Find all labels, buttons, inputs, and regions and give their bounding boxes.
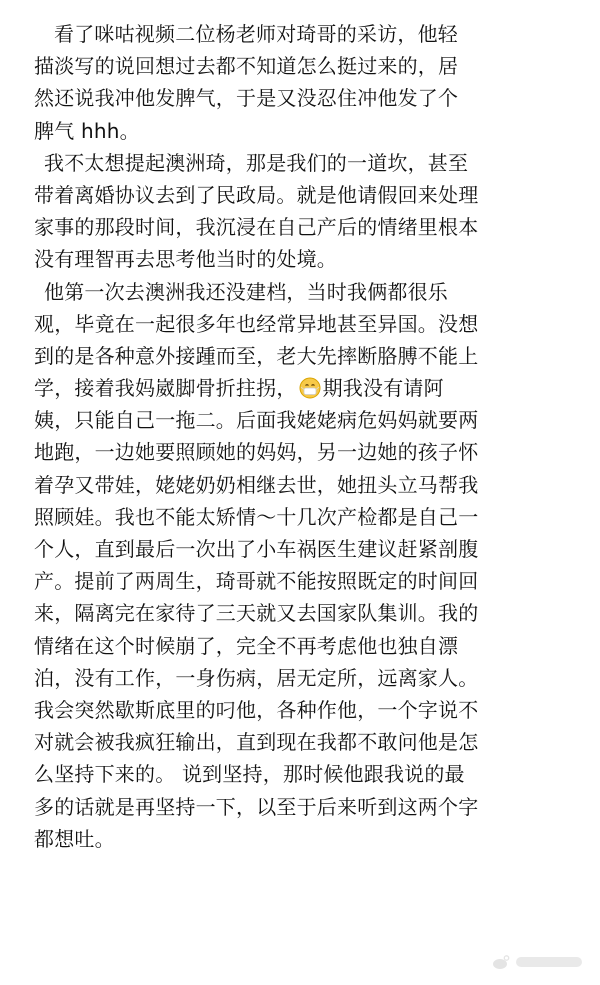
text-line: 他第一次去澳洲我还没建档，当时我俩都很乐 xyxy=(44,279,448,304)
text-line: 描淡写的说回想过去都不知道怎么挺过来的，居 xyxy=(34,54,459,79)
text-line: 脾气 hhh。 xyxy=(34,118,140,143)
weibo-logo-icon xyxy=(492,954,510,970)
text-line: 地跑，一边她要照顾她的妈妈，另一边她的孩子怀 xyxy=(34,440,479,465)
text-line: 着孕又带娃，姥姥奶奶相继去世，她扭头立马帮我 xyxy=(34,472,479,497)
text-line: 泊，没有工作，一身伤病，居无定所，远离家人。 xyxy=(34,665,479,690)
text-line: 对就会被我疯狂输出，直到现在我都不敢问他是怎 xyxy=(34,730,479,755)
text-line: 我会突然歇斯底里的叼他，各种作他，一个字说不 xyxy=(34,697,479,722)
watermark-text-blur xyxy=(516,957,582,967)
text-line: 产。提前了两周生，琦哥就不能按照既定的时间回 xyxy=(34,569,479,594)
text-line: 看了咪咕视频二位杨老师对琦哥的采访，他轻 xyxy=(54,22,458,46)
text-segment: 学，接着我妈崴脚骨折拄拐， xyxy=(34,376,297,401)
text-line: 姨，只能自己一拖二。后面我姥姥病危妈妈就要两 xyxy=(34,408,479,433)
article-text xyxy=(34,18,584,855)
watermark xyxy=(492,951,582,973)
text-line: 没有理智再去思考他当时的处境。 xyxy=(34,247,337,272)
text-line: 照顾娃。我也不能太矫情～十几次产检都是自己一 xyxy=(34,504,479,529)
text-line: 带着离婚协议去到了民政局。就是他请假回来处理 xyxy=(34,182,479,207)
text-line: 然还说我冲他发脾气，于是又没忍住冲他发了个 xyxy=(34,86,459,111)
text-line: 来，隔离完在家待了三天就又去国家队集训。我的 xyxy=(34,601,479,626)
text-line: 观，毕竟在一起很多年也经常异地甚至异国。没想 xyxy=(34,311,479,336)
text-line: 么坚持下来的。 说到坚持，那时候他跟我说的最 xyxy=(34,762,465,787)
mask-face-emoji-icon xyxy=(299,376,321,398)
text-line: 多的话就是再坚持一下，以至于后来听到这两个字 xyxy=(34,794,479,819)
text-line: 都想吐。 xyxy=(34,826,115,851)
text-line-with-emoji xyxy=(34,372,584,404)
text-line: 我不太想提起澳洲琦，那是我们的一道坎，甚至 xyxy=(44,150,469,175)
text-segment: 期我没有请阿 xyxy=(322,376,444,401)
text-line: 个人，直到最后一次出了小车祸医生建议赶紧剖腹 xyxy=(34,537,479,561)
text-line: 情绪在这个时候崩了，完全不再考虑他也独自漂 xyxy=(34,633,459,658)
text-line: 家事的那段时间，我沉浸在自己产后的情绪里根本 xyxy=(34,215,479,240)
text-line: 到的是各种意外接踵而至，老大先摔断胳膊不能上 xyxy=(34,343,479,368)
